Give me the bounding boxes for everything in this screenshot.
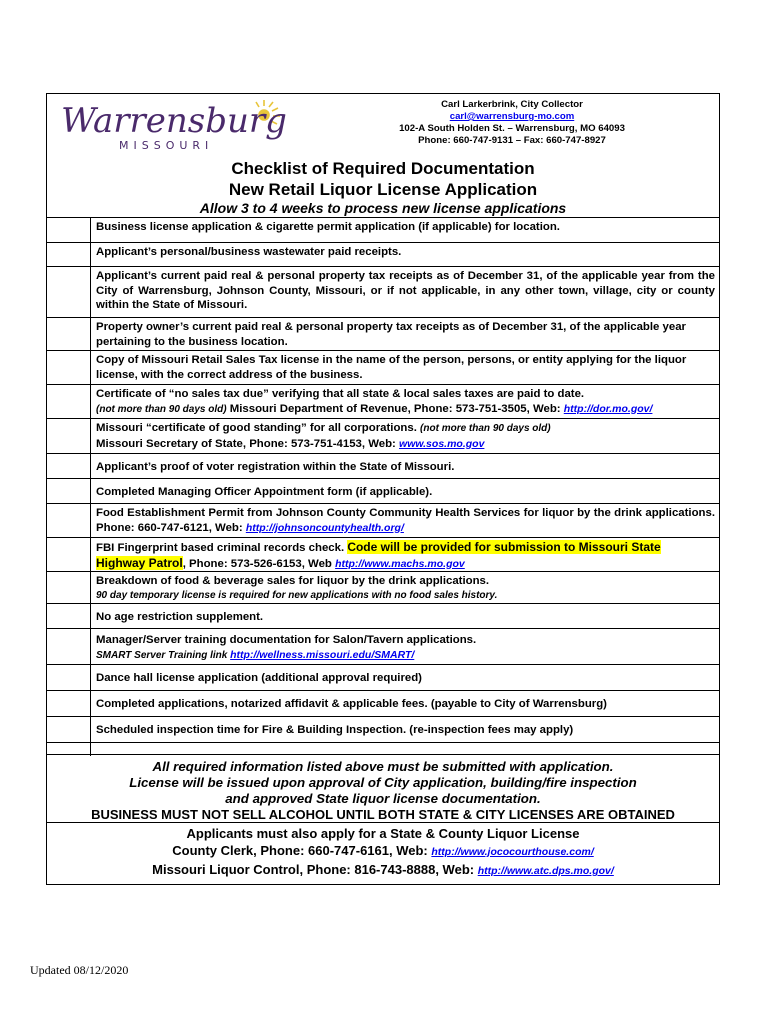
- item-text: Applicant’s proof of voter registration within the State of Missouri.: [96, 461, 455, 473]
- smart-training-link[interactable]: http://wellness.missouri.edu/SMART/: [230, 648, 415, 661]
- item-detail: , Phone: 573-526-6153, Web: [182, 557, 336, 570]
- county-clerk-line: [47, 842, 719, 861]
- item-line: [96, 402, 715, 418]
- checklist-row: [47, 453, 719, 478]
- item-text: Copy of Missouri Retail Sales Tax license in the name of the person, persons, or entity applying for the liquor license, with the correct address of the business.: [96, 354, 687, 381]
- checklist-row: [47, 350, 719, 384]
- item-text: [91, 419, 719, 453]
- state-county-notice: [46, 822, 720, 885]
- item-line: [96, 437, 715, 452]
- liquor-control-line: [47, 861, 719, 880]
- checkbox[interactable]: [47, 267, 91, 317]
- item-note: 90 day temporary license is required for new applications with no food sales history.: [96, 589, 498, 601]
- item-text: Applicant’s current paid real & personal property tax receipts as of December 31, of the applicable year from the City of Warrensburg, Johnson County, Missouri, or if not applicable, in any other town, village, city or county within the State of Missouri.: [96, 270, 715, 312]
- collector-name: Carl Larkerbrink, City Collector: [441, 99, 583, 110]
- checklist-row: [47, 503, 719, 537]
- warrensburg-logo: [59, 100, 315, 152]
- item-text: No age restriction supplement.: [96, 611, 264, 623]
- page-title: [47, 158, 719, 200]
- checklist-row: [47, 242, 719, 266]
- processing-time-note: Allow 3 to 4 weeks to process new license applications: [199, 200, 567, 216]
- collector-email-link[interactable]: carl@warrensburg-mo.com: [449, 111, 575, 122]
- item-text: Scheduled inspection time for Fire & Building Inspection. (re-inspection fees may apply): [96, 724, 574, 736]
- contact-block: [347, 99, 677, 147]
- checkbox[interactable]: [47, 504, 91, 537]
- logo-state: MISSOURI: [119, 139, 214, 152]
- header: [47, 94, 719, 156]
- checklist-row: [47, 478, 719, 503]
- liquor-control-link[interactable]: http://www.atc.dps.mo.gov/: [477, 865, 614, 877]
- checkbox[interactable]: [47, 385, 91, 418]
- item-text: Completed Managing Officer Appointment form (if applicable).: [96, 486, 433, 498]
- apply-heading: Applicants must also apply for a State & County Liquor License: [186, 826, 580, 841]
- checklist-row: [47, 571, 719, 603]
- checkbox[interactable]: [47, 691, 91, 716]
- item-text: [91, 629, 719, 664]
- checklist-row: [47, 603, 719, 628]
- checklist-row: [47, 628, 719, 664]
- logo-word: Warrensburg: [61, 101, 287, 141]
- checkbox[interactable]: [47, 629, 91, 664]
- checklist-row: [47, 266, 719, 317]
- item-note: SMART Server Training link: [96, 649, 231, 661]
- item-detail: Missouri Secretary of State, Phone: 573-751-4153, Web:: [96, 437, 400, 450]
- closing-line: All required information listed above must be submitted with application.: [152, 759, 614, 774]
- item-line: Certificate of “no sales tax due” verifying that all state & local sales taxes are paid to date.: [96, 388, 585, 400]
- checkbox[interactable]: [47, 419, 91, 453]
- checkbox[interactable]: [47, 243, 91, 266]
- item-line: [96, 421, 715, 437]
- checkbox[interactable]: [47, 665, 91, 690]
- title-line-2: New Retail Liquor License Application: [228, 180, 538, 199]
- item-text: [91, 538, 719, 571]
- item-detail: FBI Fingerprint based criminal records check.: [96, 542, 348, 554]
- item-note: (not more than 90 days old): [96, 403, 227, 415]
- item-text: Applicant’s personal/business wastewater paid receipts.: [96, 246, 402, 258]
- item-line: Breakdown of food & beverage sales for liquor by the drink applications.: [96, 575, 490, 587]
- checklist-row: [47, 537, 719, 571]
- updated-date: Updated 08/12/2020: [30, 963, 129, 977]
- checklist-row: [47, 418, 719, 453]
- checkbox[interactable]: [47, 479, 91, 503]
- machs-link[interactable]: http://www.machs.mo.gov: [335, 557, 465, 570]
- office-address: 102-A South Holden St. – Warrensburg, MO 64093: [399, 123, 625, 134]
- item-text: [91, 572, 719, 603]
- closing-notice: [47, 754, 719, 823]
- checkbox[interactable]: [47, 538, 91, 571]
- highlight-text: Highway Patrol: [96, 555, 183, 570]
- item-text: [91, 504, 719, 537]
- checklist-row: [47, 664, 719, 690]
- health-link[interactable]: http://johnsoncountyhealth.org/: [245, 521, 404, 534]
- checkbox[interactable]: [47, 318, 91, 350]
- checkbox[interactable]: [47, 218, 91, 242]
- office-phones: Phone: 660-747-9131 – Fax: 660-747-8927: [418, 135, 606, 146]
- checklist-row: [47, 690, 719, 716]
- title-line-1: Checklist of Required Documentation: [231, 159, 535, 178]
- liquor-control-text: Missouri Liquor Control, Phone: 816-743-8888, Web:: [152, 862, 478, 877]
- checkbox[interactable]: [47, 454, 91, 478]
- dor-link[interactable]: http://dor.mo.gov/: [563, 402, 653, 415]
- checkbox[interactable]: [47, 351, 91, 384]
- item-detail: Missouri Department of Revenue, Phone: 573-751-3505, Web:: [226, 402, 564, 415]
- county-clerk-text: County Clerk, Phone: 660-747-6161, Web:: [172, 843, 432, 858]
- checkbox[interactable]: [47, 717, 91, 742]
- item-detail: Food Establishment Permit from Johnson County Community Health Services for liquor by the drink applications. Phone: 660-747-6121, Web:: [96, 507, 715, 534]
- item-detail: Missouri “certificate of good standing” for all corporations.: [96, 422, 421, 434]
- checkbox[interactable]: [47, 572, 91, 603]
- checklist-row: [47, 317, 719, 350]
- checkbox[interactable]: [47, 604, 91, 628]
- checklist-row: [47, 384, 719, 418]
- closing-warning: BUSINESS MUST NOT SELL ALCOHOL UNTIL BOTH STATE & CITY LICENSES ARE OBTAINED: [91, 807, 675, 822]
- county-clerk-link[interactable]: http://www.jococourthouse.com/: [431, 846, 594, 858]
- item-line: Manager/Server training documentation for Salon/Tavern applications.: [96, 634, 477, 646]
- item-text: Completed applications, notarized affidavit & applicable fees. (payable to City of Warrensburg): [96, 698, 607, 710]
- item-line: [96, 648, 715, 664]
- checklist-row: [47, 716, 719, 742]
- checklist-row: [47, 217, 719, 242]
- item-text: Property owner’s current paid real & personal property tax receipts as of December 31, of the applicable year pertaining to the business location.: [96, 321, 686, 348]
- item-text: Dance hall license application (additional approval required): [96, 672, 422, 684]
- item-text: Business license application & cigarette permit application (if applicable) for location.: [96, 221, 560, 233]
- item-text: [91, 385, 719, 418]
- checklist: [47, 217, 719, 756]
- closing-line: License will be issued upon approval of City application, building/fire inspection: [129, 775, 637, 790]
- highlight-text: Code will be provided for submission to Missouri State: [347, 540, 661, 554]
- checklist-frame: [46, 93, 720, 823]
- closing-line: and approved State liquor license documentation.: [225, 791, 541, 806]
- item-note: (not more than 90 days old): [420, 423, 551, 434]
- sos-link[interactable]: www.sos.mo.gov: [399, 437, 485, 450]
